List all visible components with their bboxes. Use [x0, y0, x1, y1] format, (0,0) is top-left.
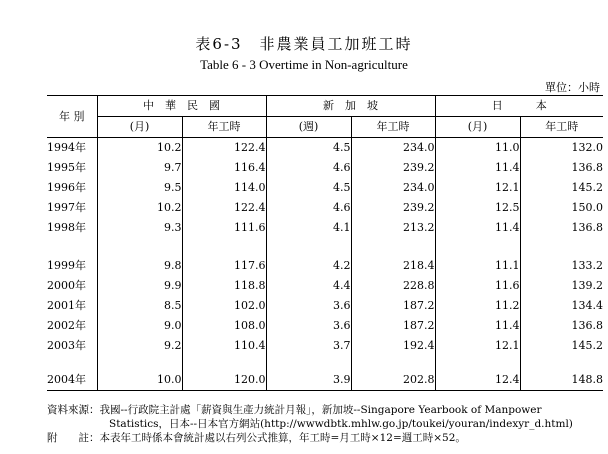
value-cell: 133.2 — [520, 256, 603, 276]
year-cell: 1996年 — [47, 181, 86, 194]
source-note — [47, 403, 607, 417]
value-cell: 4.5 — [266, 178, 351, 198]
country-header-japan: 日 本 — [435, 96, 603, 117]
year-cell: 1997年 — [47, 201, 86, 214]
value-cell: 4.6 — [266, 198, 351, 218]
value-cell: 12.4 — [435, 370, 520, 391]
value-cell: 11.4 — [435, 316, 520, 336]
year-cell: 1999年 — [47, 259, 86, 272]
value-cell: 122.4 — [182, 198, 266, 218]
value-cell: 10.0 — [97, 370, 182, 391]
value-cell: 9.2 — [97, 336, 182, 356]
value-cell: 3.9 — [266, 370, 351, 391]
table-row — [47, 296, 603, 316]
header-row-countries — [47, 96, 603, 117]
note-label: 附 註： — [47, 432, 100, 444]
value-cell: 11.4 — [435, 158, 520, 178]
source-note-cont — [47, 417, 607, 431]
year-cell: 1994年 — [47, 141, 86, 154]
value-cell: 9.9 — [97, 276, 182, 296]
value-cell: 136.8 — [520, 158, 603, 178]
value-cell: 3.7 — [266, 336, 351, 356]
subheader-roc-annual: 年工時 — [182, 117, 266, 138]
value-cell: 228.8 — [351, 276, 435, 296]
value-cell: 122.4 — [182, 138, 266, 159]
table-row — [47, 256, 603, 276]
year-cell: 1998年 — [47, 221, 86, 234]
value-cell: 9.7 — [97, 158, 182, 178]
spacer-row — [47, 356, 603, 370]
value-cell: 111.6 — [182, 218, 266, 238]
subheader-sg-week: (週) — [266, 117, 351, 138]
value-cell: 239.2 — [351, 198, 435, 218]
value-cell: 102.0 — [182, 296, 266, 316]
value-cell: 234.0 — [351, 138, 435, 159]
value-cell: 9.8 — [97, 256, 182, 276]
value-cell: 202.8 — [351, 370, 435, 391]
value-cell: 192.4 — [351, 336, 435, 356]
source-label: 資料來源： — [47, 404, 100, 416]
value-cell: 4.2 — [266, 256, 351, 276]
value-cell: 11.4 — [435, 218, 520, 238]
header-row-units — [47, 117, 603, 138]
value-cell: 145.2 — [520, 336, 603, 356]
value-cell: 3.6 — [266, 296, 351, 316]
table-row — [47, 218, 603, 238]
value-cell: 187.2 — [351, 316, 435, 336]
value-cell: 12.1 — [435, 178, 520, 198]
table-row — [47, 198, 603, 218]
value-cell: 110.4 — [182, 336, 266, 356]
spacer-row — [47, 238, 603, 256]
source-text-line2: Statistics，日本--日本官方網站(http://wwwdbtk.mhlw.go.jp/toukei/youran/indexyr_d.html) — [109, 418, 573, 430]
value-cell: 117.6 — [182, 256, 266, 276]
page-title-english: Table 6 - 3 Overtime in Non-agriculture — [200, 57, 408, 72]
table-row — [47, 316, 603, 336]
value-cell: 11.2 — [435, 296, 520, 316]
subheader-jp-annual: 年工時 — [520, 117, 603, 138]
value-cell: 4.5 — [266, 138, 351, 159]
value-cell: 10.2 — [97, 198, 182, 218]
value-cell: 4.6 — [266, 158, 351, 178]
year-cell: 2003年 — [47, 339, 86, 352]
value-cell: 4.1 — [266, 218, 351, 238]
value-cell: 132.0 — [520, 138, 603, 159]
year-cell: 2001年 — [47, 299, 86, 312]
year-cell: 2002年 — [47, 319, 86, 332]
value-cell: 12.5 — [435, 198, 520, 218]
value-cell: 9.5 — [97, 178, 182, 198]
value-cell: 145.2 — [520, 178, 603, 198]
value-cell: 187.2 — [351, 296, 435, 316]
unit-label: 單位：小時 — [545, 81, 600, 94]
value-cell: 136.8 — [520, 316, 603, 336]
value-cell: 118.8 — [182, 276, 266, 296]
table-body — [47, 138, 603, 391]
value-cell: 11.1 — [435, 256, 520, 276]
value-cell: 139.2 — [520, 276, 603, 296]
table-row — [47, 158, 603, 178]
overtime-table — [47, 95, 603, 391]
value-cell: 9.3 — [97, 218, 182, 238]
value-cell: 8.5 — [97, 296, 182, 316]
table-row — [47, 178, 603, 198]
year-cell: 1995年 — [47, 161, 86, 174]
country-header-singapore: 新 加 坡 — [266, 96, 435, 117]
year-cell: 2004年 — [47, 370, 97, 391]
value-cell: 4.4 — [266, 276, 351, 296]
value-cell: 3.6 — [266, 316, 351, 336]
note-text: 本表年工時係本會統計處以右列公式推算，年工時=月工時×12=週工時×52。 — [99, 432, 466, 444]
value-cell: 239.2 — [351, 158, 435, 178]
source-text-line1: 我國--行政院主計處「薪資與生產力統計月報」，新加坡--Singapore Yearbook of Manpower — [99, 404, 542, 416]
table-row — [47, 336, 603, 356]
subheader-roc-month: (月) — [97, 117, 182, 138]
value-cell: 218.4 — [351, 256, 435, 276]
value-cell: 134.4 — [520, 296, 603, 316]
value-cell: 11.0 — [435, 138, 520, 159]
footnotes — [47, 403, 607, 445]
value-cell: 116.4 — [182, 158, 266, 178]
value-cell: 9.0 — [97, 316, 182, 336]
value-cell: 136.8 — [520, 218, 603, 238]
value-cell: 120.0 — [182, 370, 266, 391]
value-cell: 148.8 — [520, 370, 603, 391]
table-row — [47, 370, 603, 391]
value-cell: 114.0 — [182, 178, 266, 198]
value-cell: 108.0 — [182, 316, 266, 336]
subheader-sg-annual: 年工時 — [351, 117, 435, 138]
value-cell: 11.6 — [435, 276, 520, 296]
table-row — [47, 138, 603, 159]
year-header: 年 別 — [47, 96, 97, 138]
table-row — [47, 276, 603, 296]
country-header-roc: 中 華 民 國 — [97, 96, 266, 117]
value-cell: 234.0 — [351, 178, 435, 198]
value-cell: 213.2 — [351, 218, 435, 238]
value-cell: 12.1 — [435, 336, 520, 356]
value-cell: 10.2 — [97, 138, 182, 159]
formula-note — [47, 431, 607, 445]
page-title-chinese: 表6-3 非農業員工加班工時 — [195, 35, 413, 53]
value-cell: 150.0 — [520, 198, 603, 218]
subheader-jp-month: (月) — [435, 117, 520, 138]
year-cell: 2000年 — [47, 279, 86, 292]
